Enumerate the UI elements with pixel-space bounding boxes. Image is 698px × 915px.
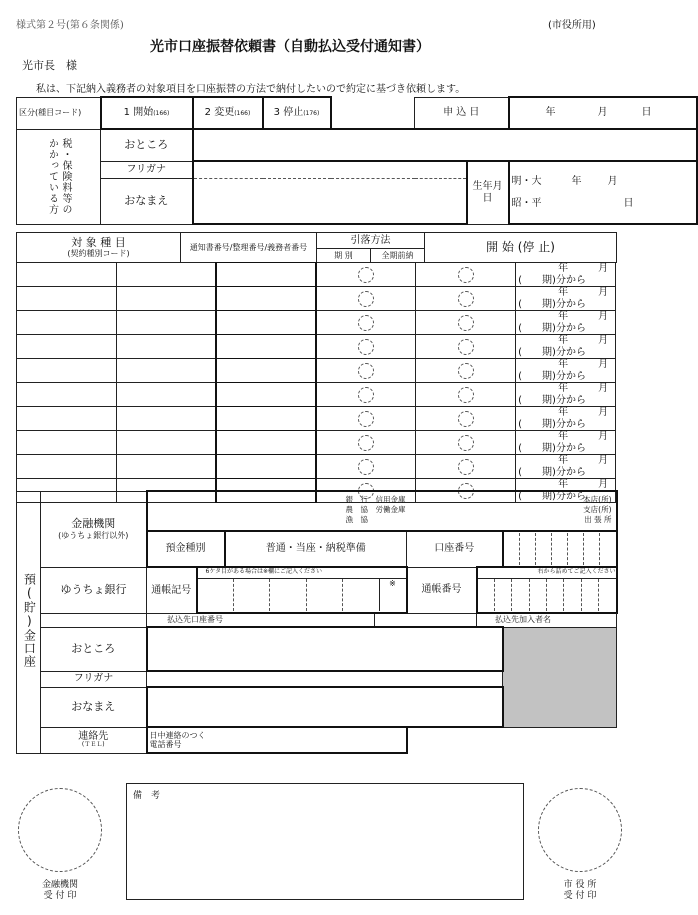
shaded-area [503,627,617,727]
office-use-note: (市役所用) [548,20,596,31]
prepay-cell[interactable] [416,335,516,359]
start-header: 開 始 (停 止) [425,233,617,263]
prepay-cell[interactable] [416,455,516,479]
bank-stamp-circle [18,788,102,872]
start-period-cell[interactable]: 年 月( 期)分から [516,287,616,311]
yucho-label: ゆうちょ銀行 [41,567,147,613]
prepay-cell[interactable] [416,311,516,335]
prepay-header: 全期前納 [371,249,425,263]
deposit-types[interactable]: 普通・当座・納税準備 [225,531,407,567]
start-period-cell[interactable]: 年 月( 期)分から [516,479,616,503]
option-start[interactable]: 1 開始(166) [101,97,193,129]
name-field[interactable] [193,178,467,224]
item-cell[interactable] [17,263,117,287]
notice-number-cell[interactable] [216,383,316,407]
account-furigana-field[interactable] [147,671,503,687]
item-row [17,335,616,359]
addressee: 光市長 様 [22,59,77,72]
prepay-cell[interactable] [416,431,516,455]
account-address-field[interactable] [147,627,503,671]
notice-number-cell[interactable] [216,263,316,287]
prepay-cell[interactable] [416,263,516,287]
item-row [17,287,616,311]
address-field[interactable] [193,129,697,161]
item-row [17,383,616,407]
bank-stamp-label: 金融機関 受 付 印 [41,880,78,901]
item-code-cell[interactable] [116,431,216,455]
item-row [17,431,616,455]
furigana-field[interactable] [193,161,467,178]
single-period-cell[interactable] [316,311,416,335]
account-name-label: おなまえ [41,687,147,727]
account-number-label: 口座番号 [407,531,503,567]
account-number-field[interactable] [503,531,617,567]
target-items-rows [16,262,616,503]
payer-vertical-label-2: 税・保険料等の [60,138,71,215]
address-label: おところ [101,129,193,161]
item-code-cell[interactable] [116,311,216,335]
item-code-cell[interactable] [116,455,216,479]
transfer-account-label: 払込先口座番号 [147,613,375,627]
start-period-cell[interactable]: 年 月( 期)分から [516,431,616,455]
passbook-symbol-field[interactable]: 6ケタ目がある場合は※欄にご記入ください ※ [197,567,407,613]
single-period-header: 期 別 [317,249,371,263]
item-code-cell[interactable] [116,287,216,311]
prepay-cell[interactable] [416,287,516,311]
notice-number-cell[interactable] [216,431,316,455]
start-period-cell[interactable]: 年 月( 期)分から [516,455,616,479]
prepay-cell[interactable] [416,359,516,383]
item-row [17,311,616,335]
item-row [17,455,616,479]
start-period-cell[interactable]: 年 月( 期)分から [516,407,616,431]
notice-number-cell[interactable] [216,455,316,479]
account-section [16,490,617,754]
item-row [17,407,616,431]
item-row [17,263,616,287]
notice-number-cell[interactable] [216,311,316,335]
item-cell[interactable] [17,311,117,335]
account-address-label: おところ [41,627,147,671]
apply-date-field[interactable]: 年 月 日 [509,97,697,129]
bank-types: 銀 行 信用金庫 農 協 労働金庫 漁 協 [345,495,406,525]
single-period-cell[interactable] [316,431,416,455]
method-header: 引落方法 [317,233,425,249]
item-code-cell[interactable] [116,407,216,431]
passbook-number-field[interactable]: 右から詰めてご記入ください [477,567,617,613]
name-label: おなまえ [101,178,193,224]
item-cell[interactable] [17,455,117,479]
contact-label: 連絡先 (ＴＥＬ) [41,727,147,753]
item-cell[interactable] [17,431,117,455]
start-period-cell[interactable]: 年 月( 期)分から [516,263,616,287]
item-row [17,359,616,383]
notice-number-cell[interactable] [216,287,316,311]
apply-date-label: 申 込 日 [415,97,509,129]
payer-vertical-label: かかっている方 [46,138,58,215]
form-number: 様式第２号(第６条関係) [16,20,124,31]
start-period-cell[interactable]: 年 月( 期)分から [516,335,616,359]
passbook-symbol-label: 通帳記号 [147,567,197,613]
prepay-cell[interactable] [416,383,516,407]
single-period-cell[interactable] [316,263,416,287]
intro-text: 私は、下記納入義務者の対象項目を口座振替の方法で納付したいので約定に基づき依頼します。 [36,84,466,95]
bank-name-field[interactable] [147,491,617,531]
single-period-cell[interactable] [316,455,416,479]
item-cell[interactable] [17,287,117,311]
target-items-section [16,232,617,263]
single-period-cell[interactable] [316,287,416,311]
birth-date-field[interactable]: 明・大 年 月 昭・平 日 [509,161,697,224]
notice-number-cell[interactable] [216,335,316,359]
remarks-box[interactable]: 備 考 [126,783,524,900]
item-cell[interactable] [17,335,117,359]
office-stamp-circle [538,788,622,872]
notice-number-header: 通知書番号/整理番号/義務者番号 [181,233,317,263]
single-period-cell[interactable] [316,335,416,359]
item-code-cell[interactable] [116,383,216,407]
prepay-cell[interactable] [416,407,516,431]
account-name-field[interactable] [147,687,503,727]
kubun-label: 区分(種目コード) [17,97,101,129]
office-stamp-label: 市 役 所 受 付 印 [563,880,597,901]
single-period-cell[interactable] [316,359,416,383]
page-title: 光市口座振替依頼書（自動払込受付通知書） [150,39,430,55]
item-cell[interactable] [17,383,117,407]
single-period-cell[interactable] [316,383,416,407]
option-change[interactable]: 2 変更(166) [193,97,263,129]
furigana-label: フリガナ [101,161,193,178]
notice-number-cell[interactable] [216,407,316,431]
account-furigana-label: フリガナ [41,671,147,687]
option-stop[interactable]: 3 停止(176) [263,97,331,129]
account-vertical-label: 預(貯)金口座 [22,572,37,668]
bank-label: 金融機関 (ゆうちょ銀行以外) [41,491,147,567]
deposit-type-label: 預金種別 [147,531,225,567]
applicant-section [16,96,698,225]
item-code-cell[interactable] [116,263,216,287]
contact-field[interactable]: 日中連絡のつく 電話番号 [147,727,407,753]
birth-label: 生年月日 [467,161,509,224]
single-period-cell[interactable] [316,407,416,431]
item-code-cell[interactable] [116,359,216,383]
item-code-cell[interactable] [116,335,216,359]
start-period-cell[interactable]: 年 月( 期)分から [516,359,616,383]
item-cell[interactable] [17,359,117,383]
branch-types: 本店(所) 支店(所) 出 張 所 [583,495,612,525]
start-period-cell[interactable]: 年 月( 期)分から [516,383,616,407]
notice-number-cell[interactable] [216,359,316,383]
item-header: 対 象 種 目 (契約種別コード) [17,233,181,263]
item-cell[interactable] [17,407,117,431]
transfer-member-label: 払込先加入者名 [477,613,617,627]
start-period-cell[interactable]: 年 月( 期)分から [516,311,616,335]
passbook-number-label: 通帳番号 [407,567,477,613]
